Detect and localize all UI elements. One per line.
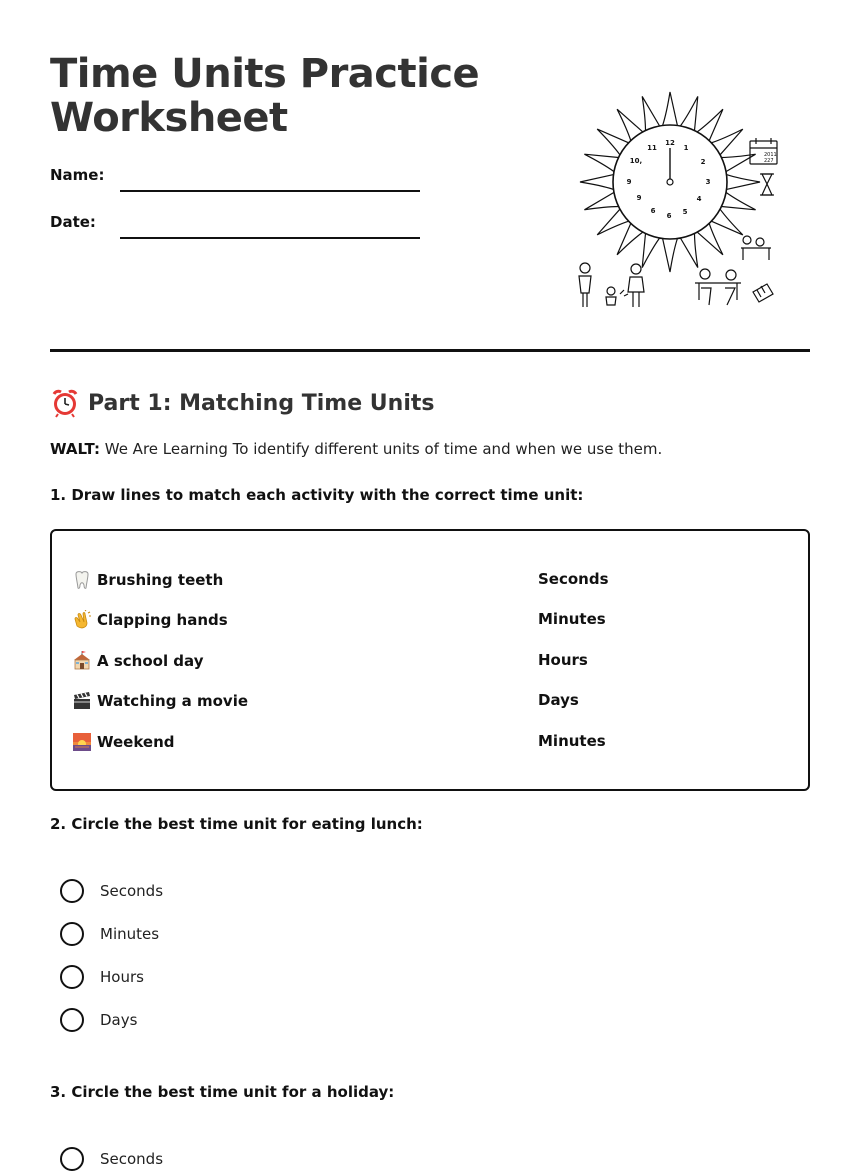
walt-text: We Are Learning To identify different units of time and when we use them. [99, 440, 663, 458]
time-unit-label[interactable]: Hours [538, 651, 588, 669]
clock-number: 4 [696, 195, 702, 203]
tooth-icon [72, 570, 92, 590]
sun-ray [663, 92, 678, 126]
match-row [72, 610, 792, 632]
clock-number: 3 [705, 178, 711, 186]
activity-label: Brushing teeth [97, 571, 224, 589]
q2-option[interactable] [60, 878, 163, 904]
section-divider [50, 349, 810, 352]
question-3-prompt: 3. Circle the best time unit for a holiday: [50, 1083, 395, 1101]
calendar-text: 2011 [764, 152, 777, 158]
sun-clock-illustration [575, 78, 785, 316]
sun-ray [680, 234, 697, 268]
clock-number: 1 [683, 144, 689, 152]
sun-ray [580, 175, 614, 190]
activity-item[interactable] [72, 570, 223, 590]
time-unit-label[interactable]: Seconds [538, 570, 609, 588]
match-row [72, 691, 792, 713]
clock-number: 10, [629, 157, 643, 165]
sun-ray [663, 239, 678, 273]
sunset-icon [72, 732, 92, 752]
part1-title: Part 1: Matching Time Units [88, 390, 435, 416]
q3-option[interactable] [60, 1146, 163, 1172]
time-unit-label[interactable]: Minutes [538, 732, 606, 750]
hourglass-icon [760, 174, 774, 195]
time-unit-label[interactable]: Days [538, 691, 579, 709]
activity-label: A school day [97, 652, 204, 670]
clock-number: 9 [636, 194, 642, 202]
option-circle[interactable] [60, 965, 84, 989]
option-label: Minutes [100, 925, 160, 943]
option-label: Seconds [100, 882, 164, 900]
date-label: Date: [50, 213, 96, 231]
clock-number: 9 [626, 178, 632, 186]
calendar-text: 227 [764, 158, 774, 164]
option-label: Hours [100, 968, 144, 986]
q2-option[interactable] [60, 964, 144, 990]
question-2-prompt: 2. Circle the best time unit for eating lunch: [50, 815, 423, 833]
calendar-icon [750, 138, 777, 164]
sun-ray [642, 234, 659, 268]
alarm-clock-icon [50, 388, 80, 418]
person-standing-icon [628, 264, 644, 307]
option-label: Seconds [100, 1150, 164, 1168]
q2-option[interactable] [60, 1007, 137, 1033]
page-title [50, 52, 479, 140]
q2-option[interactable] [60, 921, 159, 947]
clock-number: 6 [650, 207, 656, 215]
walt-statement [50, 440, 662, 458]
option-label: Days [100, 1011, 138, 1029]
question-1-prompt: 1. Draw lines to match each activity with the correct time unit: [50, 486, 584, 504]
part1-heading [50, 388, 434, 418]
clock-number: 11 [647, 144, 657, 152]
activity-item[interactable] [72, 691, 248, 711]
clapping-hands-icon [72, 610, 92, 630]
option-circle[interactable] [60, 922, 84, 946]
name-label: Name: [50, 166, 105, 184]
title-line-2: Worksheet [50, 95, 288, 141]
activity-item[interactable] [72, 651, 203, 671]
activity-label: Weekend [97, 733, 175, 751]
option-circle[interactable] [60, 879, 84, 903]
match-row [72, 651, 792, 673]
name-field[interactable] [50, 166, 420, 196]
sun-ray [642, 96, 659, 130]
clock-number: 12 [665, 139, 675, 147]
clock-number: 5 [682, 208, 688, 216]
activity-label: Watching a movie [97, 692, 249, 710]
sun-ray [722, 192, 756, 209]
clock-center-icon [667, 179, 673, 185]
time-unit-label[interactable]: Minutes [538, 610, 606, 628]
option-circle[interactable] [60, 1008, 84, 1032]
activity-item[interactable] [72, 732, 175, 752]
sun-ray [584, 154, 618, 171]
match-row [72, 732, 792, 754]
match-row [72, 570, 792, 592]
name-line[interactable] [120, 190, 420, 192]
clock-number: 6 [666, 212, 672, 220]
walt-label: WALT: [50, 440, 100, 458]
sun-ray [584, 192, 618, 209]
adult-with-child-icon [579, 263, 628, 307]
activity-label: Clapping hands [97, 611, 228, 629]
activity-item[interactable] [72, 610, 228, 630]
sun-ray [680, 96, 697, 130]
date-line[interactable] [120, 237, 420, 239]
sun-ray [727, 175, 761, 190]
clock-number: 2 [700, 158, 706, 166]
option-circle[interactable] [60, 1147, 84, 1171]
clapper-board-icon [72, 691, 92, 711]
matching-box [50, 529, 810, 791]
school-icon [72, 651, 92, 671]
family-meal-icon [695, 236, 773, 305]
date-field[interactable] [50, 213, 420, 243]
title-line-1: Time Units Practice [50, 51, 480, 97]
